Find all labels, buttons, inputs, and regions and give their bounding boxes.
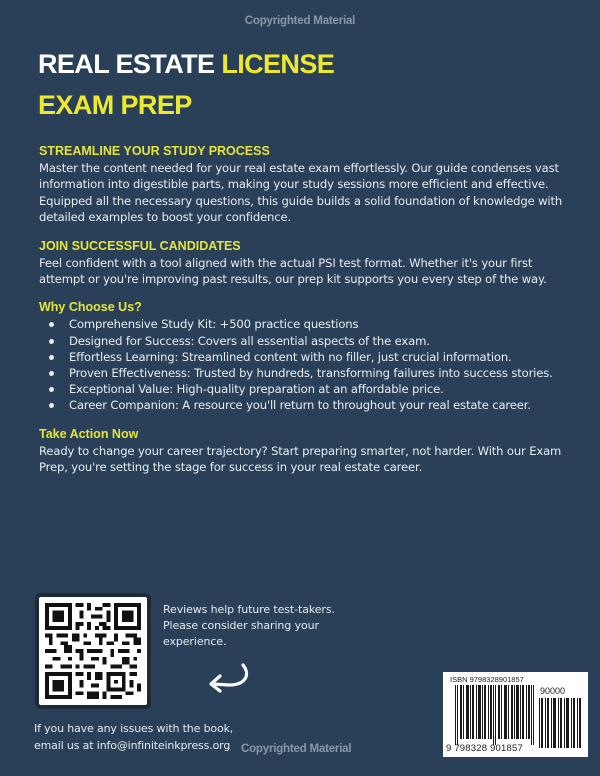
reviews-request-text: Reviews help future test-takers. Please consider sharing your experience. — [163, 603, 335, 648]
section-body: Ready to change your career trajectory? Start preparing smarter, not harder. With our Exam Prep, you're setting the stage for success in your real estate career. — [39, 443, 562, 475]
curved-arrow-left-icon — [205, 663, 253, 693]
list-item: Exceptional Value: High-quality preparation at an affordable price. — [47, 381, 579, 397]
title-license: LICENSE — [221, 49, 335, 79]
barcode-bars-icon — [455, 685, 535, 745]
title-line-1 — [38, 44, 334, 85]
isbn-label: ISBN 9798328901857 — [450, 675, 524, 684]
section-heading: Take Action Now — [39, 426, 139, 441]
benefits-list — [47, 316, 579, 413]
section-join — [39, 238, 579, 288]
section-heading: JOIN SUCCESSFUL CANDIDATES — [39, 238, 241, 253]
section-streamline — [39, 143, 579, 226]
section-why-choose-us — [39, 299, 579, 413]
copyright-watermark-top: Copyrighted Material — [244, 15, 356, 27]
contact-email[interactable]: email us at info@infiniteinkpress.org — [34, 739, 231, 752]
list-item: Career Companion: A resource you'll return to throughout your real estate career. — [47, 397, 579, 413]
price-barcode-bars-icon — [539, 698, 581, 748]
section-body: Feel confident with a tool aligned with the actual PSI test format. Whether it's your first attempt or you're improving past results, our prep kit supports you every step of the way. — [39, 255, 547, 287]
qr-code-icon — [45, 603, 141, 699]
title-exam-prep: EXAM PREP — [38, 90, 192, 120]
list-item: Effortless Learning: Streamlined content with no filler, just crucial information. — [47, 349, 579, 365]
list-item: Proven Effectiveness: Trusted by hundreds, transforming failures into success stories. — [47, 365, 579, 381]
isbn-barcode — [443, 672, 588, 757]
section-heading: Why Choose Us? — [39, 300, 142, 315]
list-item: Designed for Success: Covers all essential aspects of the exam. — [47, 333, 579, 349]
qr-code[interactable] — [35, 593, 151, 709]
copyright-watermark-bottom: Copyrighted Material — [241, 743, 352, 755]
back-cover-content — [39, 143, 579, 487]
section-heading: STREAMLINE YOUR STUDY PROCESS — [39, 144, 270, 158]
book-title — [38, 44, 334, 126]
title-real-estate: REAL ESTATE — [38, 49, 215, 79]
section-body: Master the content needed for your real estate exam effortlessly. Our guide condenses vast information into digestible parts, making your study sessions more efficient and effective. Equipped all the necessary questions, this guide builds a solid foundation of knowledge with detailed examples to boost your confidence. — [39, 161, 563, 225]
isbn-digits: 9 798328 901857 — [446, 743, 523, 754]
price-code: 90000 — [540, 686, 566, 696]
contact-line-issues: If you have any issues with the book, — [34, 722, 234, 735]
section-take-action — [39, 426, 579, 476]
list-item: Comprehensive Study Kit: +500 practice questions — [47, 316, 579, 332]
